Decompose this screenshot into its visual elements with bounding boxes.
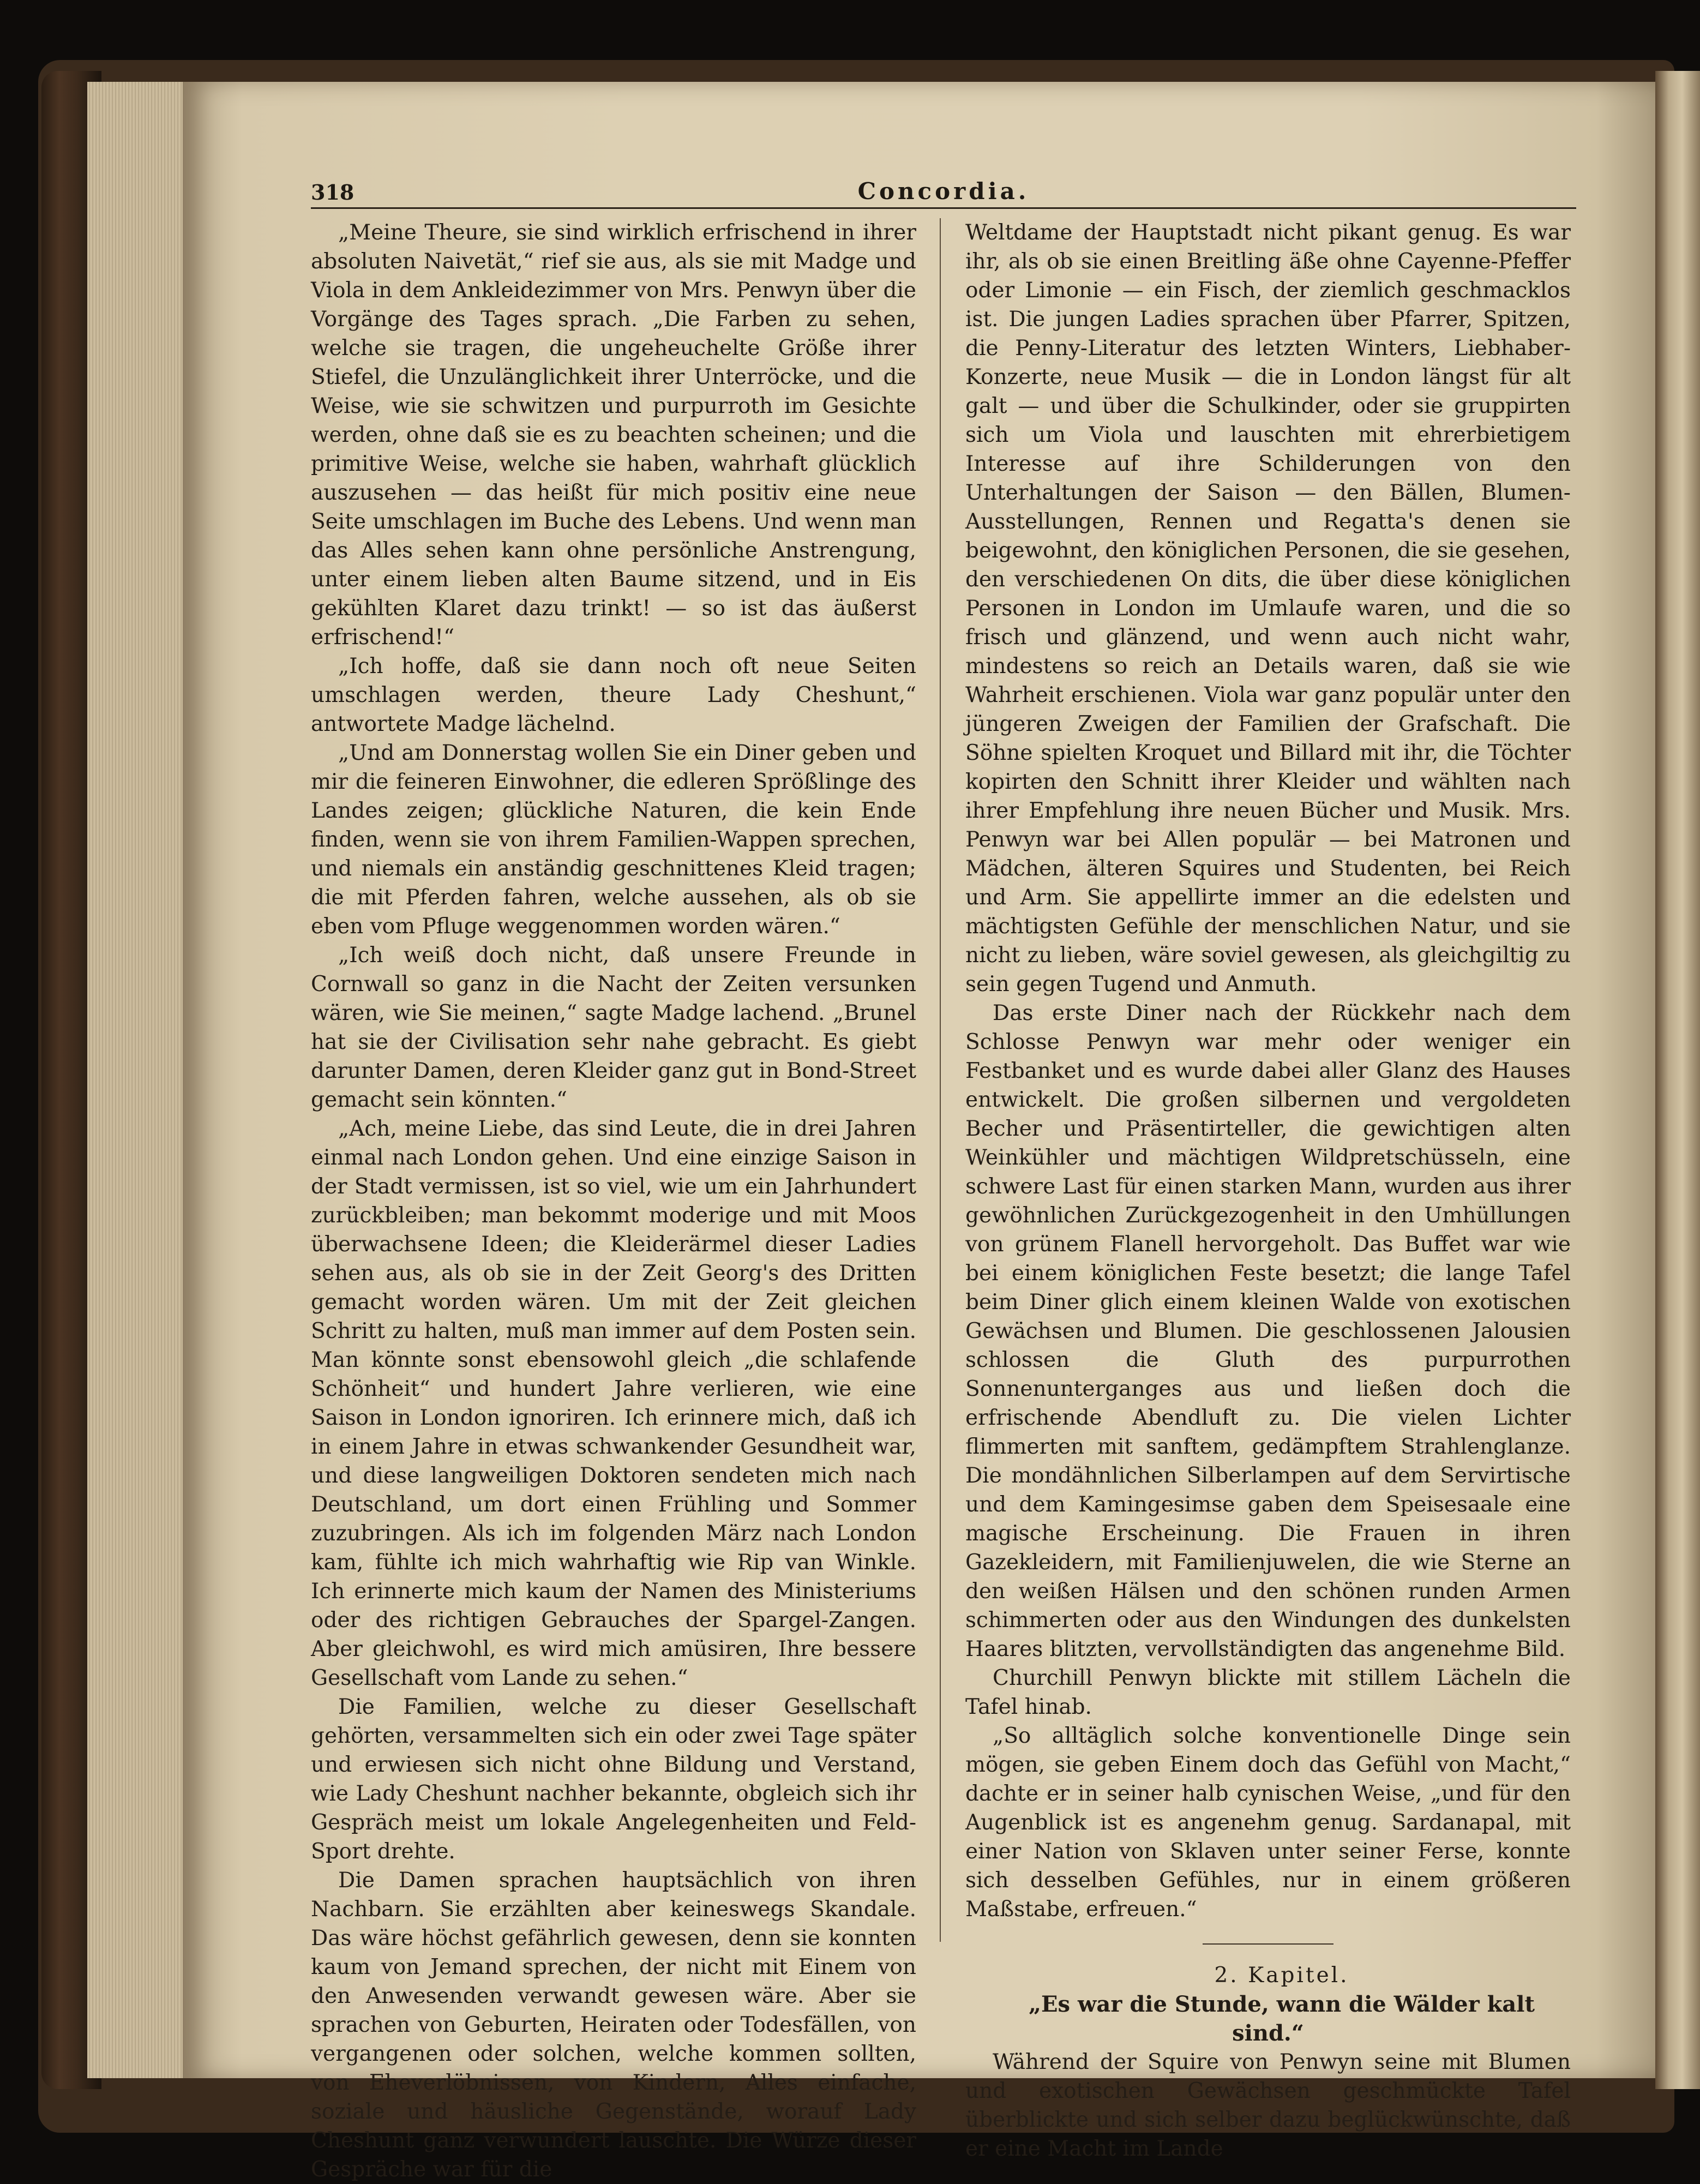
page-edges: [87, 82, 191, 2078]
chapter-motto: „Es war die Stunde, wann die Wälder kalt sind.“: [1029, 1991, 1535, 2046]
facing-page-edge: [1655, 71, 1700, 2089]
paragraph: „Meine Theure, sie sind wirklich erfrischend in ihrer absoluten Naivetät,“ rief sie aus, als sie mit Madge und Viola in dem Ankleidezimmer von Mrs. Penwyn über die Vorgänge des Tages sprach. „Die Farben zu sehen, welche sie tragen, die ungeheuchelte Größe ihrer Stiefel, die Unzulänglichkeit ihrer Unterröcke, und die Weise, wie sie schwitzen und purpurroth im Gesichte werden, ohne daß sie es zu beachten scheinen; und die primitive Weise, welche sie haben, wahrhaft glücklich auszusehen — das heißt für mich positiv eine neue Seite umschlagen im Buche des Lebens. Und wenn man das Alles sehen kann ohne persönliche Anstrengung, unter einem lieben alten Baume sitzend, und in Eis gekühlten Klaret dazu trinkt! — so ist das äußerst erfrischend!“: [311, 220, 916, 650]
paragraph: „Ich weiß doch nicht, daß unsere Freunde in Cornwall so ganz in die Nacht der Zeiten versunken wären, wie Sie meinen,“ sagte Madge lachend. „Brunel hat sie der Civilisation sehr nahe gebracht. Es giebt darunter Damen, deren Kleider ganz gut in Bond-Street gemacht sein könnten.“: [311, 943, 916, 1112]
paragraph: „So alltäglich solche konventionelle Dinge sein mögen, sie geben Einem doch das Gefühl von Macht,“ dachte er in seiner halb cynischen Weise, „und für den Augenblick ist es angenehm genug. Sardanapal, mit einer Nation von Sklaven unter seiner Ferse, konnte sich desselben Gefühles, nur in einem größeren Maßstabe, erfreuen.“: [965, 1724, 1571, 1922]
page-number: 318: [311, 180, 355, 205]
paragraph: Churchill Penwyn blickte mit stillem Lächeln die Tafel hinab.: [965, 1666, 1571, 1719]
paragraph: „Ach, meine Liebe, das sind Leute, die in drei Jahren einmal nach London gehen. Und eine einzige Saison in der Stadt vermissen, ist so viel, wie um ein Jahrhundert zurückbleiben; man bekommt moderige und mit Moos überwachsene Ideen; die Kleiderärmel dieser Ladies sehen aus, als ob sie in der Zeit Georg's des Dritten gemacht worden wären. Um mit der Zeit gleichen Schritt zu halten, muß man immer auf dem Posten sein. Man könnte sonst ebensowohl gleich „die schlafende Schönheit“ und hundert Jahre verlieren, wie eine Saison in London ignoriren. Ich erinnere mich, daß ich in einem Jahre in etwas schwankender Gesundheit war, und diese langweiligen Doktoren sendeten mich nach Deutschland, um dort einen Frühling und Sommer zuzubringen. Als ich im folgenden März nach London kam, fühlte ich mich wahrhaftig wie Rip van Winkle. Ich erinnerte mich kaum der Namen des Ministeriums oder des richtigen Gebrauches der Spargel-Zangen. Aber gleichwohl, es wird mich amüsiren, Ihre bessere Gesellschaft vom Lande zu sehen.“: [311, 1117, 916, 1690]
paragraph: „Und am Donnerstag wollen Sie ein Diner geben und mir die feineren Einwohner, die edleren Sprößlinge des Landes zeigen; glückliche Naturen, die kein Ende finden, wenn sie von ihrem Familien-Wappen sprechen, und niemals ein anständig geschnittenes Kleid tragen; die mit Pferden fahren, welche aussehen, als ob sie eben vom Pfluge weggenommen worden wären.“: [311, 741, 916, 939]
column-divider: [940, 218, 941, 1942]
paragraph-continuation: Weltdame der Hauptstadt nicht pikant genug. Es war ihr, als ob sie einen Breitling äße ohne Cayenne-Pfeffer oder Limonie — ein Fisch, der ziemlich geschmacklos ist. Die jungen Ladies sprachen über Pfarrer, Spitzen, die Penny-Literatur des letzten Winters, Liebhaber-Konzerte, neue Musik — die in London längst für alt galt — und über die Schulkinder, oder sie gruppirten sich um Viola und lauschten mit ehrerbietigem Interesse auf ihre Schilderungen von den Unterhaltungen der Saison — den Bällen, Blumen-Ausstellungen, Rennen und Regatta's denen sie beigewohnt, den königlichen Personen, die sie gesehen, den verschiedenen On dits, die über diese königlichen Personen in London im Umlaufe waren, und die so frisch und glänzend, und wenn auch nicht wahr, mindestens so reich an Details waren, daß sie wie Wahrheit erschienen. Viola war ganz populär unter den jüngeren Zweigen der Familien der Grafschaft. Die Söhne spielten Kroquet und Billard mit ihr, die Töchter kopirten den Schnitt ihrer Kleider und wählten nach ihrer Empfehlung ihre neuen Bücher und Musik. Mrs. Penwyn war bei Allen populär — bei Matronen und Mädchen, älteren Squires und Studenten, bei Reich und Arm. Sie appellirte immer an die edelsten und mächtigsten Gefühle der menschlichen Natur, und sie nicht zu lieben, wäre soviel gewesen, als gleichgiltig zu sein gegen Tugend und Anmuth.: [965, 220, 1571, 997]
running-head: [311, 180, 1576, 209]
journal-title: Concordia.: [857, 178, 1030, 205]
paragraph: Die Damen sprachen hauptsächlich von ihren Nachbarn. Sie erzählten aber keineswegs Skandale. Das wäre höchst gefährlich gewesen, denn sie konnten kaum von Jemand sprechen, der nicht mit Einem von den Anwesenden verwandt gewesen wäre. Aber sie sprachen von Geburten, Heiraten oder Todesfällen, von vergangenen oder solchen, welche kommen sollten, von Eheverlöbnissen, von Kindern, Alles einfache, soziale und häusliche Gegenstände, worauf Lady Cheshunt ganz verwundert lauschte. Die Würze dieser Gespräche war für die: [311, 1868, 916, 2182]
paragraph: Die Familien, welche zu dieser Gesellschaft gehörten, versammelten sich ein oder zwei Tage später und erwiesen sich nicht ohne Bildung und Verstand, wie Lady Cheshunt nachher bekannte, obgleich sich ihr Gespräch meist um lokale Angelegenheiten und Feld-Sport drehte.: [311, 1695, 916, 1864]
chapter-heading: 2. Kapitel.: [1214, 1963, 1349, 1988]
left-column: [311, 218, 916, 2184]
paragraph: Während der Squire von Penwyn seine mit Blumen und exotischen Gewächsen geschmückte Tafel überblickte und sich selber dazu beglückwünschte, daß er eine Macht im Lande: [965, 2050, 1571, 2161]
right-column: [965, 218, 1571, 2163]
paragraph: Das erste Diner nach der Rückkehr nach dem Schlosse Penwyn war mehr oder weniger ein Festbanket und es wurde dabei aller Glanz des Hauses entwickelt. Die großen silbernen und vergoldeten Becher und Präsentirteller, die gewichtigen alten Weinkühler und mächtigen Wildpretschüsseln, eine schwere Last für einen starken Mann, wurden aus ihrer gewöhnlichen Zurückgezogenheit in den Umhüllungen von grünem Flanell hervorgeholt. Das Buffet war wie bei einem königlichen Feste besetzt; die lange Tafel beim Diner glich einem kleinen Walde von exotischen Gewächsen und Blumen. Die geschlossenen Jalousien schlossen die Gluth des purpurrothen Sonnenunterganges aus und ließen doch die erfrischende Abendluft zu. Die vielen Lichter flimmerten mit sanftem, gedämpftem Strahlenglanze. Die mondähnlichen Silberlampen auf dem Servirtische und dem Kamingesimse gaben dem Speisesaale eine magische Erscheinung. Die Frauen in ihren Gazekleidern, mit Familienjuwelen, die wie Sterne an den weißen Hälsen und den schönen runden Armen schimmerten oder aus den Windungen des dunkelsten Haares blitzten, vervollständigten das angenehme Bild.: [965, 1001, 1571, 1661]
chapter-separator-rule: [1203, 1943, 1333, 1945]
paragraph: „Ich hoffe, daß sie dann noch oft neue Seiten umschlagen werden, theure Lady Cheshunt,“ antwortete Madge lächelnd.: [311, 654, 916, 736]
